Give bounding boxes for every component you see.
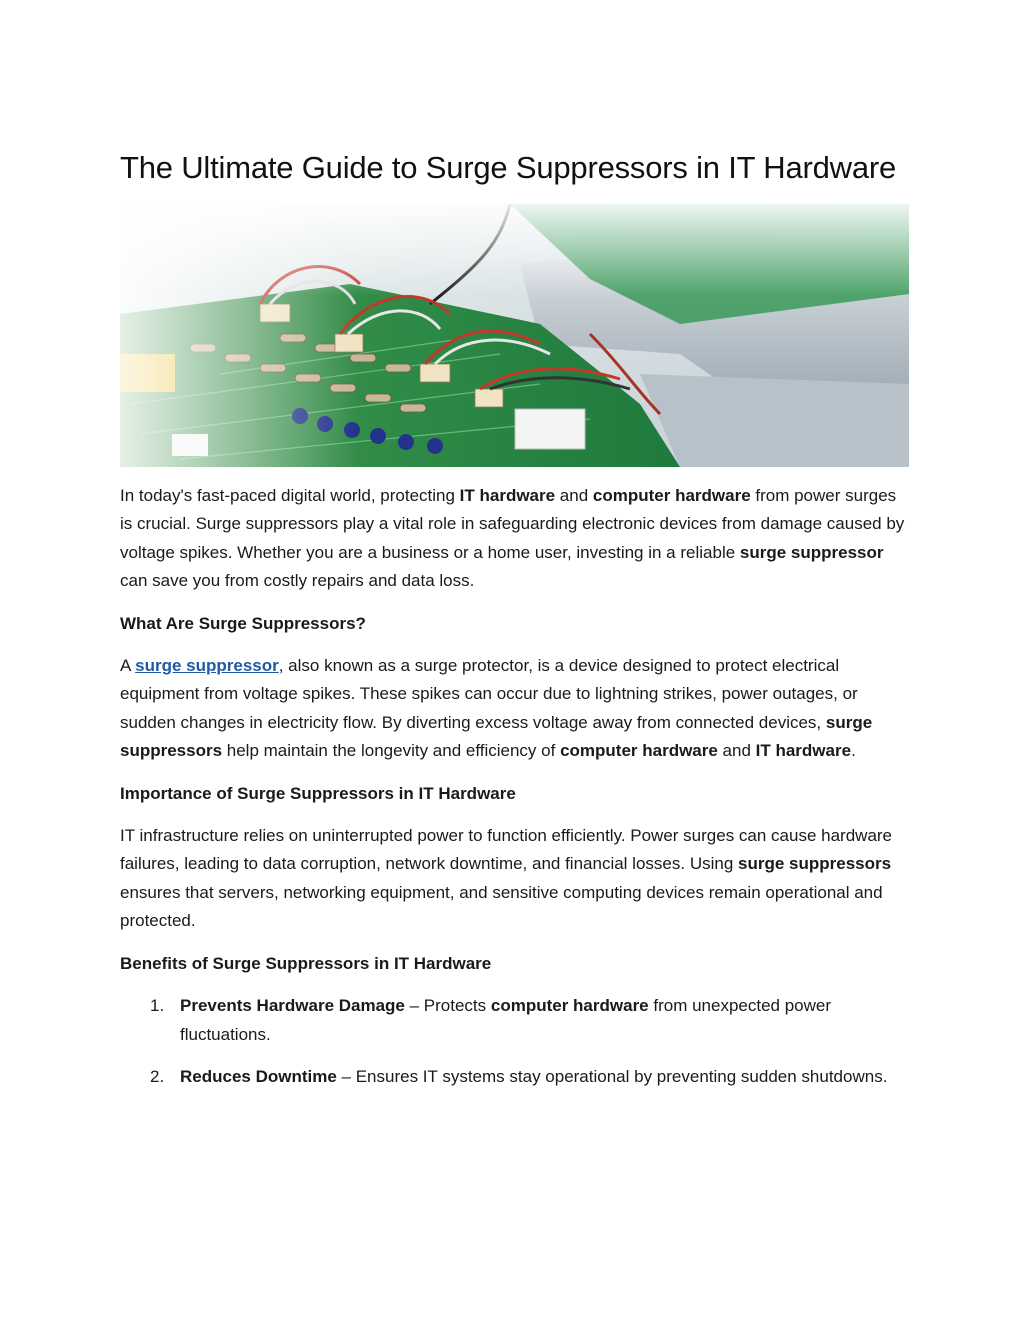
- section-heading-benefits: Benefits of Surge Suppressors in IT Hardware: [120, 953, 492, 973]
- list-item: 1. Prevents Hardware Damage – Protects computer hardware from unexpected power fluctuations.: [150, 996, 832, 1044]
- list-item: 2. Reduces Downtime – Ensures IT systems stay operational by preventing sudden shutdowns.: [150, 1066, 888, 1086]
- intro-paragraph: In today's fast-paced digital world, protecting IT hardware and computer hardware from power surges is crucial. Surge suppressors play a vital role in safeguarding electronic devices from damage caused by voltage spikes. Whether you are a business or a home user, investing in a reliable surge suppressor can save you from costly repairs and data loss.: [120, 486, 905, 591]
- surge-suppressor-link[interactable]: surge suppressor: [135, 656, 279, 676]
- article-body: [120, 482, 910, 1105]
- section-paragraph-what-are: A surge suppressor, also known as a surge protector, is a device designed to protect electrical equipment from voltage spikes. These spikes can occur due to lightning strikes, power outages, or sudden changes in electricity flow. By diverting excess voltage away from connected devices, surge suppressors help maintain the longevity and efficiency of computer hardware and IT hardware.: [120, 656, 873, 761]
- section-heading-importance: Importance of Surge Suppressors in IT Hardware: [120, 783, 516, 803]
- section-paragraph-importance: IT infrastructure relies on uninterrupted power to function efficiently. Power surges can cause hardware failures, leading to data corruption, network downtime, and financial losses. Using surge suppressors ensures that servers, networking equipment, and sensitive computing devices remain operational and protected.: [120, 826, 893, 931]
- section-heading-what-are: What Are Surge Suppressors?: [120, 613, 366, 633]
- circuit-board-image: [120, 204, 909, 467]
- page-title: The Ultimate Guide to Surge Suppressors in IT Hardware: [120, 150, 897, 185]
- benefits-list: [120, 992, 910, 1091]
